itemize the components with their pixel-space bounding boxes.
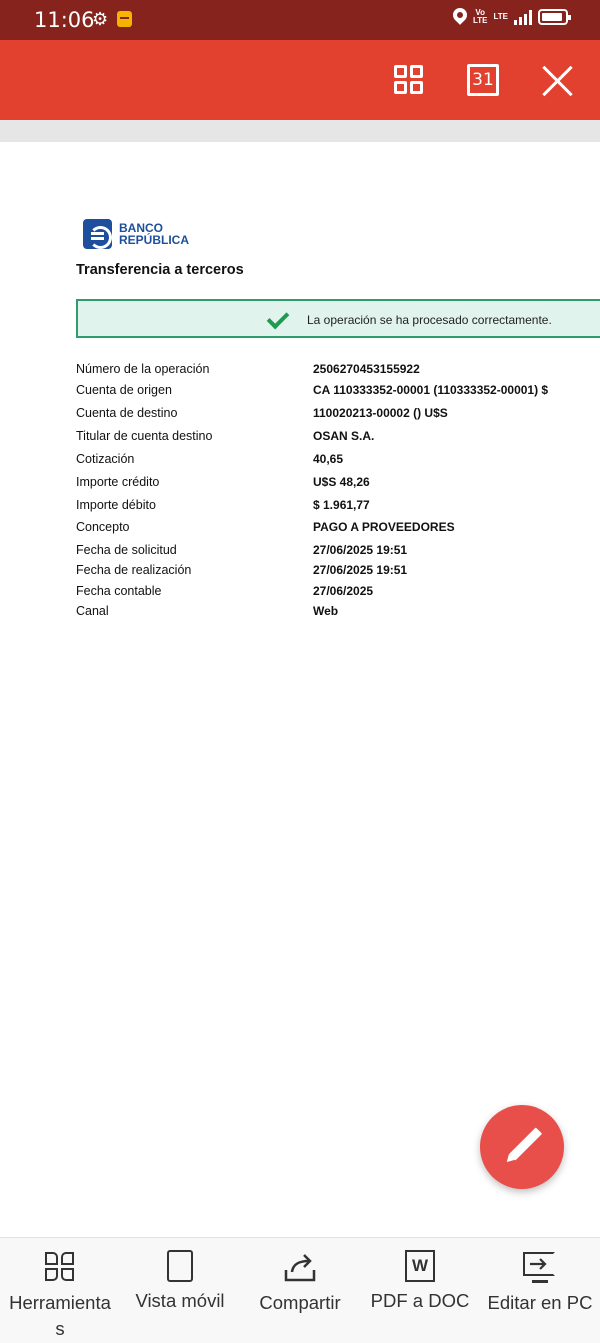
app-bar xyxy=(0,40,600,120)
tools-icon xyxy=(43,1250,77,1284)
volte-indicator: Vo LTE xyxy=(472,8,488,25)
settings-icon: ⚙ xyxy=(92,9,109,29)
bottom-toolbar xyxy=(0,1237,600,1343)
check-icon xyxy=(267,307,290,330)
bank-logo-text: BANCO REPÚBLICA xyxy=(119,221,190,247)
calendar-icon[interactable]: 31 xyxy=(467,64,499,96)
tools-button[interactable] xyxy=(0,1238,120,1342)
edit-on-pc-button[interactable] xyxy=(480,1238,600,1316)
mobile-view-button[interactable] xyxy=(120,1238,240,1314)
success-banner xyxy=(76,299,600,338)
mobile-view-icon xyxy=(167,1250,193,1282)
location-icon xyxy=(453,8,467,26)
close-icon[interactable] xyxy=(540,64,574,98)
signal-icon xyxy=(514,9,532,25)
desktop-icon xyxy=(523,1250,557,1284)
pdf-to-doc-label: PDF a DOC xyxy=(370,1290,470,1311)
lte-indicator: LTE xyxy=(493,12,508,21)
notification-icon xyxy=(117,11,132,27)
share-label: Compartir xyxy=(259,1292,341,1313)
document-title: Transferencia a terceros xyxy=(76,262,244,278)
success-message: La operación se ha procesado correctamente. xyxy=(307,313,552,327)
status-bar xyxy=(0,0,600,40)
word-doc-icon: W xyxy=(405,1250,435,1282)
edit-fab-button[interactable] xyxy=(480,1105,564,1189)
bank-logo-mark xyxy=(83,219,112,249)
share-icon xyxy=(283,1250,317,1284)
pdf-to-doc-button[interactable] xyxy=(360,1238,480,1314)
toolbar-divider xyxy=(0,120,600,142)
status-icons xyxy=(453,8,568,26)
battery-icon xyxy=(538,9,568,25)
mobile-view-label: Vista móvil xyxy=(135,1290,225,1311)
clock: 11:06 xyxy=(34,8,95,32)
pencil-icon xyxy=(509,1127,542,1160)
bank-logo xyxy=(83,219,189,249)
tools-label-wrap: s xyxy=(55,1318,65,1339)
tools-label: Herramienta xyxy=(9,1292,111,1313)
grid-view-icon[interactable] xyxy=(394,65,426,97)
share-button[interactable] xyxy=(240,1238,360,1316)
edit-on-pc-label: Editar en PC xyxy=(487,1292,593,1313)
